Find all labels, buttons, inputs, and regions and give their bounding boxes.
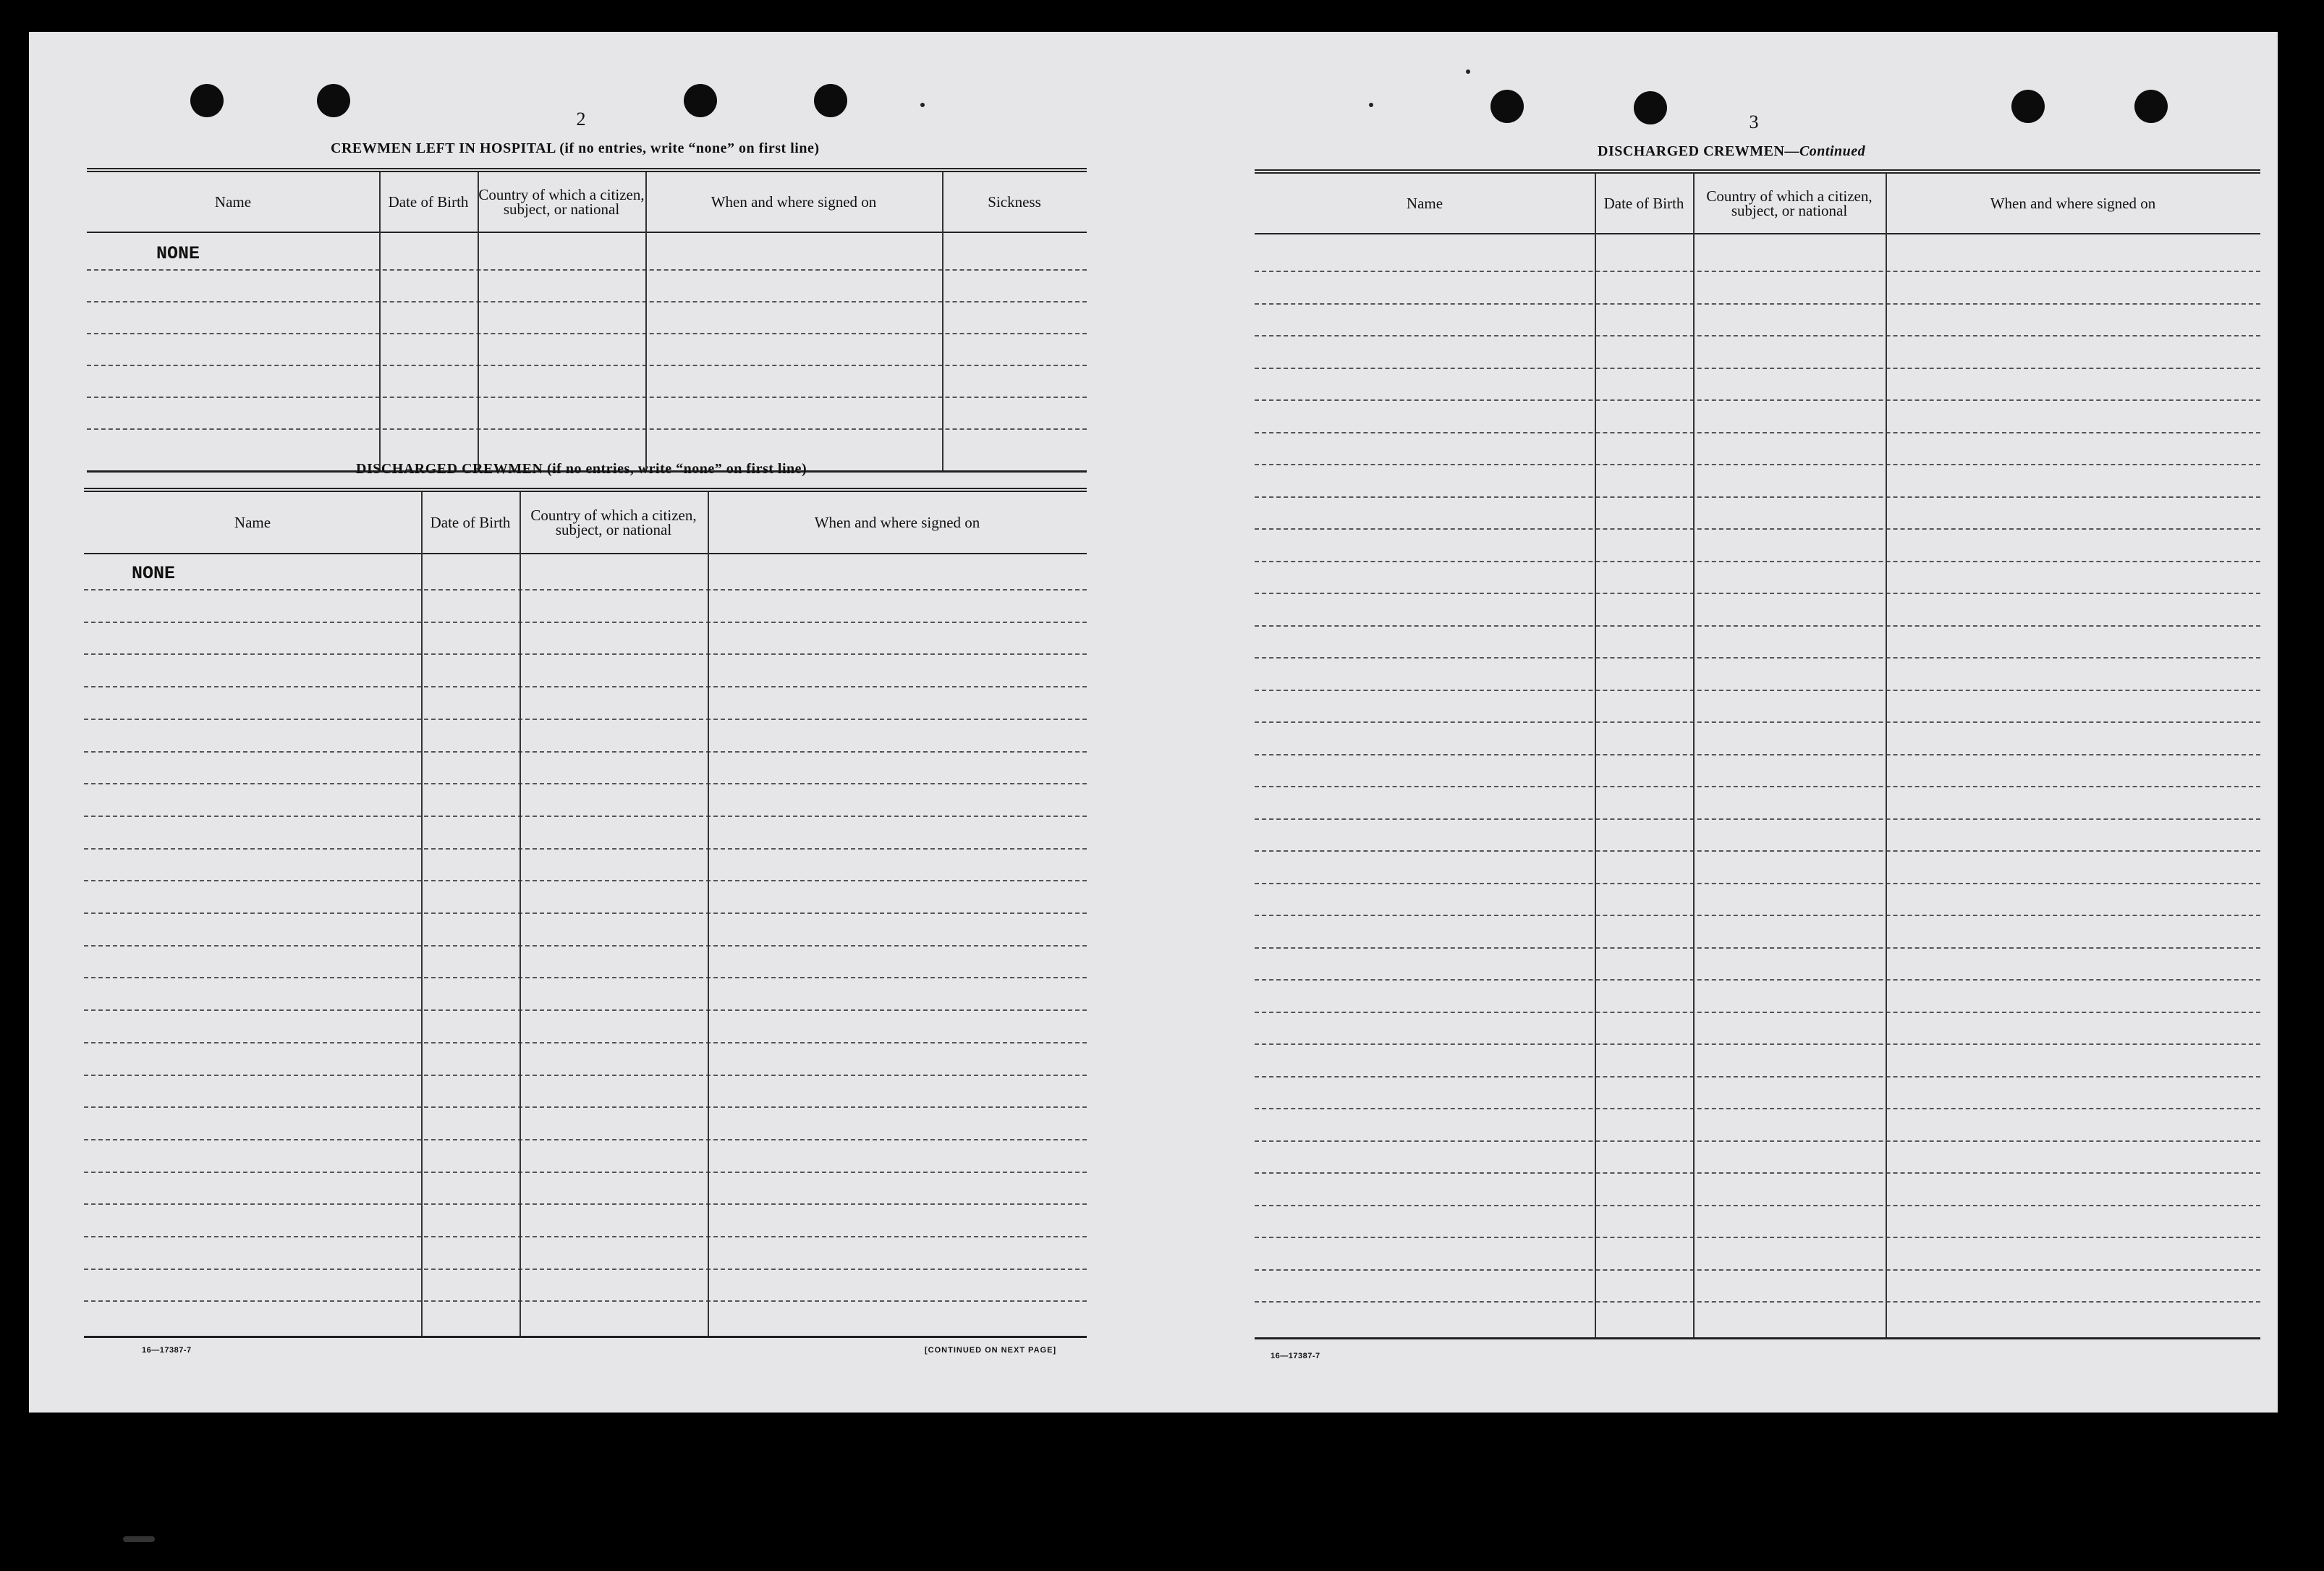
table-rule [1255, 818, 2260, 820]
column-header-date-of-birth: Date of Birth [388, 193, 469, 211]
left-page [87, 32, 1129, 1413]
binder-hole [2011, 90, 2045, 123]
table-rule [1255, 786, 2260, 787]
page-number: 3 [1749, 111, 1759, 132]
table-rule [1255, 1301, 2260, 1303]
form-code: 16—17387-7 [1271, 1352, 1320, 1360]
table-rule [87, 333, 1087, 334]
table-rule [1255, 1108, 2260, 1109]
table-rule [84, 589, 1087, 590]
table-rule [1255, 335, 2260, 336]
table-rule [84, 1139, 1087, 1140]
binder-hole [814, 84, 847, 117]
table-rule [1255, 464, 2260, 465]
table-rule [87, 301, 1087, 302]
column-header-date-of-birth: Date of Birth [430, 514, 511, 531]
table-rule [1255, 528, 2260, 530]
table-header [87, 172, 1087, 233]
paper-speck [1466, 69, 1470, 74]
table-rule [84, 1300, 1087, 1302]
table-rule [84, 1042, 1087, 1043]
column-header-name: Name [1406, 195, 1443, 212]
column-divider [708, 492, 709, 1336]
table-rule [1255, 271, 2260, 272]
column-divider [379, 172, 381, 470]
binder-hole [684, 84, 717, 117]
table-rule [1255, 593, 2260, 594]
column-header-date-of-birth: Date of Birth [1603, 195, 1684, 212]
discharged-continued-title [1598, 143, 1865, 160]
table-rule [84, 977, 1087, 978]
discharged-section-title [356, 461, 807, 478]
column-divider [478, 172, 479, 470]
table-rule [84, 622, 1087, 623]
table-rule [84, 816, 1087, 817]
table-rule [84, 1009, 1087, 1011]
table-rule [84, 1269, 1087, 1270]
table-rule [1255, 1076, 2260, 1077]
table-rule [84, 1203, 1087, 1205]
table-rule [84, 1236, 1087, 1237]
column-header-signed-on: When and where signed on [1990, 195, 2156, 212]
table-rule [1255, 721, 2260, 723]
right-page [1216, 32, 2272, 1413]
column-divider [942, 172, 943, 470]
first-line-entry: NONE [156, 243, 200, 264]
table-rule [87, 397, 1087, 398]
table-body [84, 554, 1087, 1330]
column-divider [519, 492, 521, 1336]
column-header-country: Country of which a citizen, subject, or national [530, 507, 697, 538]
table-rule [84, 653, 1087, 655]
table-rule [87, 269, 1087, 271]
table-rule [1255, 625, 2260, 627]
column-divider [1693, 174, 1695, 1337]
discharged-title-text: DISCHARGED CREWMEN [356, 461, 543, 477]
table-rule [1255, 1205, 2260, 1206]
table-rule [1255, 690, 2260, 691]
column-header-name: Name [234, 514, 271, 531]
paper-speck [1369, 103, 1373, 107]
discharged-continued-table [1255, 169, 2260, 1339]
table-rule [1255, 850, 2260, 852]
table-rule [84, 1106, 1087, 1108]
table-rule [1255, 1140, 2260, 1142]
table-rule [1255, 496, 2260, 498]
table-rule [1255, 754, 2260, 755]
column-divider [645, 172, 647, 470]
table-header [84, 492, 1087, 554]
table-rule [84, 912, 1087, 914]
binder-hole [317, 84, 350, 117]
column-header-signed-on: When and where signed on [814, 514, 980, 531]
table-body [1255, 234, 2260, 1333]
continued-title-text: DISCHARGED CREWMEN [1598, 143, 1785, 159]
table-header [1255, 174, 2260, 234]
column-divider [1886, 174, 1887, 1337]
table-rule [1255, 883, 2260, 884]
paper-speck [920, 103, 925, 107]
scan-smudge [123, 1536, 155, 1542]
binder-hole [190, 84, 224, 117]
table-rule [1255, 657, 2260, 659]
table-rule [1255, 368, 2260, 369]
first-line-entry: NONE [132, 563, 176, 584]
table-rule [1255, 947, 2260, 949]
hospital-table [87, 168, 1087, 473]
table-rule [1255, 915, 2260, 916]
table-rule [1255, 303, 2260, 305]
table-rule [87, 428, 1087, 430]
table-rule [84, 719, 1087, 720]
form-code: 16—17387-7 [142, 1346, 192, 1355]
column-header-country: Country of which a citizen, subject, or national [1706, 187, 1873, 219]
column-header-name: Name [214, 193, 252, 211]
discharged-table [84, 488, 1087, 1338]
table-rule [84, 1075, 1087, 1076]
table-rule [1255, 1237, 2260, 1238]
discharged-instruction: (if no entries, write “none” on first line) [546, 461, 807, 477]
table-rule [84, 880, 1087, 881]
table-rule [1255, 561, 2260, 562]
form-sheet [29, 32, 2278, 1413]
page-number: 2 [576, 109, 586, 130]
table-rule [84, 751, 1087, 753]
table-rule [1255, 979, 2260, 981]
table-body [87, 233, 1087, 465]
table-rule [1255, 399, 2260, 401]
table-rule [84, 783, 1087, 784]
table-rule [1255, 432, 2260, 433]
column-divider [421, 492, 423, 1336]
table-rule [1255, 1269, 2260, 1271]
table-rule [84, 945, 1087, 947]
continued-note: [CONTINUED ON NEXT PAGE] [925, 1346, 1057, 1355]
table-rule [87, 365, 1087, 366]
hospital-title-text: CREWMEN LEFT IN HOSPITAL [331, 140, 556, 156]
table-rule [84, 1172, 1087, 1173]
hospital-instruction: (if no entries, write “none” on first line) [559, 140, 820, 156]
binder-hole [1634, 91, 1667, 124]
continued-suffix: —Continued [1784, 143, 1866, 159]
column-divider [1595, 174, 1596, 1337]
table-rule [1255, 1012, 2260, 1013]
binder-hole [1490, 90, 1524, 123]
column-header-country: Country of which a citizen, subject, or national [478, 186, 645, 218]
table-rule [84, 848, 1087, 850]
column-header-sickness: Sickness [988, 193, 1041, 211]
column-header-signed-on: When and where signed on [711, 193, 877, 211]
table-rule [1255, 1043, 2260, 1045]
table-rule [1255, 1172, 2260, 1174]
hospital-section-title [331, 140, 820, 157]
binder-hole [2134, 90, 2168, 123]
table-rule [84, 686, 1087, 687]
